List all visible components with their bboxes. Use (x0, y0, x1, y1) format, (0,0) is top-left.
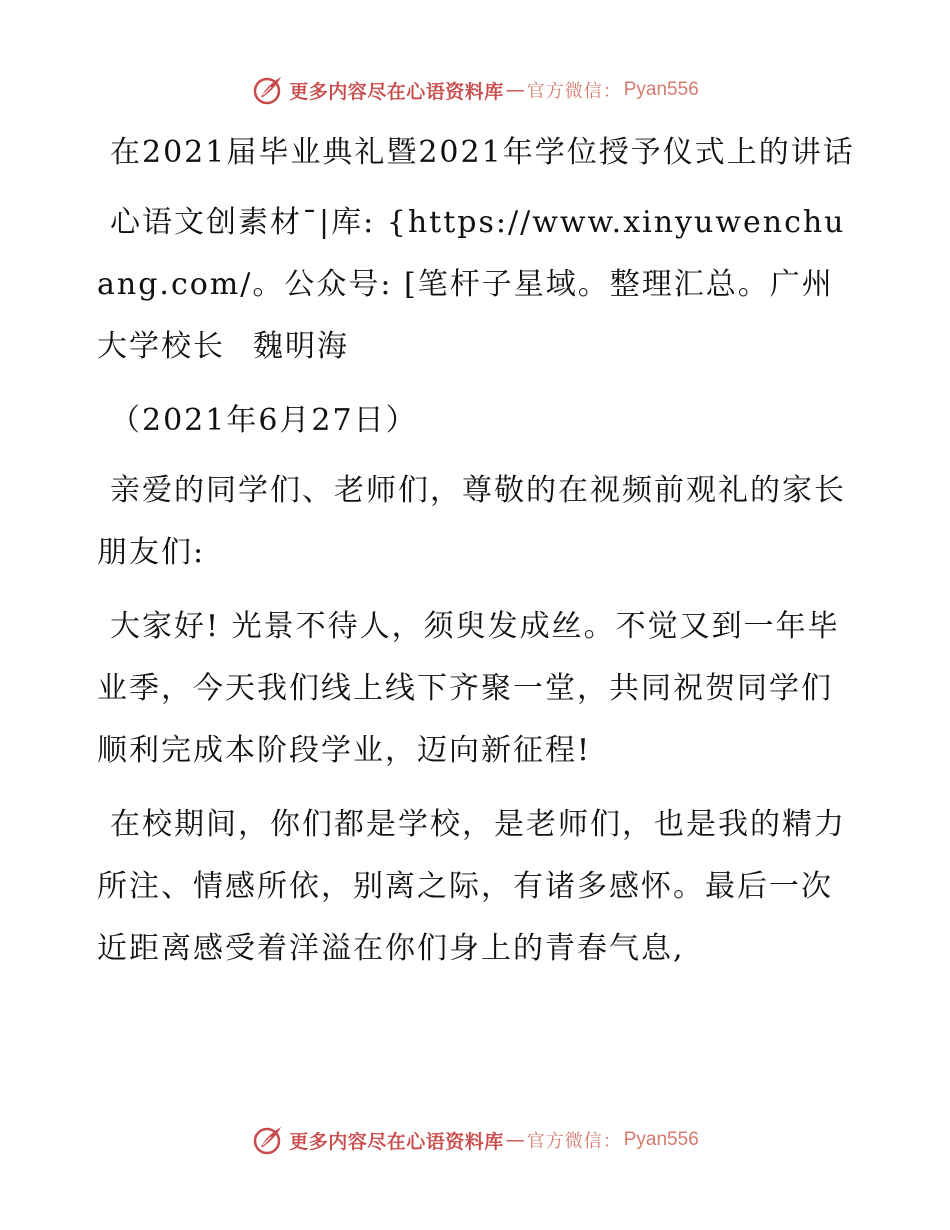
document-body (97, 122, 857, 992)
banner-wechat-label: 官方微信： (526, 81, 622, 102)
banner-dash: — (505, 1129, 525, 1151)
footer-banner (0, 1120, 950, 1160)
document-title: 在2021届毕业典礼暨2021年学位授予仪式上的讲话 (110, 135, 855, 170)
paragraph-reflection: 在校期间，你们都是学校，是老师们，也是我的精力所注、情感所依，别离之际，有诸多感怀。最后一次近距离感受着洋溢在你们身上的青春气息, (97, 807, 846, 966)
source-line (97, 192, 857, 378)
header-banner (0, 70, 950, 110)
banner-main-text: 更多内容尽在心语资料库 (289, 80, 504, 103)
quill-circle-icon (251, 1123, 285, 1157)
paragraph-greeting: 大家好! 光景不待人，须臾发成丝。不觉又到一年毕业季，今天我们线上线下齐聚一堂，共同祝贺同学们顺利完成本阶段学业，迈向新征程! (97, 609, 840, 768)
banner-dash: — (505, 79, 525, 101)
banner-wechat-label: 官方微信： (526, 1131, 622, 1152)
banner-main-text: 更多内容尽在心语资料库 (289, 1130, 504, 1153)
author-name: 魏明海 (253, 329, 349, 364)
quill-circle-icon (251, 73, 285, 107)
banner-wechat-id: Pyan556 (623, 79, 699, 100)
speech-date: （2021年6月27日） (110, 403, 418, 438)
paragraph-salutation: 亲爱的同学们、老师们，尊敬的在视频前观礼的家长朋友们: (97, 473, 846, 570)
banner-wechat-id: Pyan556 (623, 1129, 699, 1150)
source-text: 心语文创素材¯|库: {https://www.xinyuwenchuang.com/。公众号: [笔杆子星域。整理汇总。广州大学校长 (97, 205, 846, 364)
